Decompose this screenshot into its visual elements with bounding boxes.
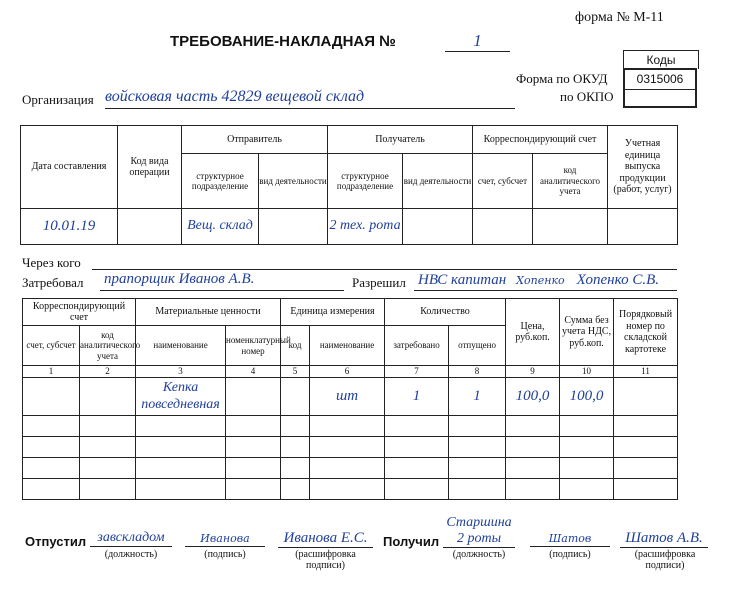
received-name[interactable]: Шатов А.В. bbox=[620, 530, 708, 548]
okpo-value[interactable] bbox=[625, 90, 695, 107]
empty-cell[interactable] bbox=[449, 437, 506, 458]
cell-receiver-struct[interactable]: 2 тех. рота bbox=[328, 209, 403, 245]
caption-decode-1: (расшифровка подписи) bbox=[295, 549, 356, 571]
doc-number[interactable]: 1 bbox=[445, 31, 510, 52]
empty-cell[interactable] bbox=[136, 458, 226, 479]
cell-unit-name[interactable]: шт bbox=[310, 378, 385, 416]
mh-nomenclature: номенклатурный номер bbox=[226, 326, 281, 366]
cell-account[interactable] bbox=[23, 378, 80, 416]
permitted-signature: Хопенко bbox=[516, 274, 565, 287]
header-receiver-struct: структурное подразделение bbox=[328, 154, 403, 209]
col-number: 2 bbox=[80, 366, 136, 378]
empty-cell[interactable] bbox=[281, 479, 310, 500]
header-sender: Отправитель bbox=[182, 126, 328, 154]
empty-cell[interactable] bbox=[614, 437, 678, 458]
col-number: 10 bbox=[560, 366, 614, 378]
released-position[interactable]: завскладом bbox=[90, 530, 172, 547]
through-label: Через кого bbox=[22, 255, 81, 270]
empty-cell[interactable] bbox=[560, 458, 614, 479]
cell-sender-activity[interactable] bbox=[259, 209, 328, 245]
cell-corr-account[interactable] bbox=[473, 209, 533, 245]
top-table bbox=[20, 125, 678, 245]
header-corr-account: счет, субсчет bbox=[473, 154, 533, 209]
cell-sum[interactable]: 100,0 bbox=[560, 378, 614, 416]
empty-cell[interactable] bbox=[506, 479, 560, 500]
empty-cell[interactable] bbox=[506, 416, 560, 437]
empty-cell[interactable] bbox=[281, 437, 310, 458]
col-number: 6 bbox=[310, 366, 385, 378]
empty-cell[interactable] bbox=[310, 458, 385, 479]
empty-cell[interactable] bbox=[136, 437, 226, 458]
table-row bbox=[23, 479, 678, 500]
mh-corr-code: код аналитического учета bbox=[80, 326, 136, 366]
page-title: ТРЕБОВАНИЕ-НАКЛАДНАЯ № bbox=[170, 33, 396, 50]
caption-decode-2: (расшифровка подписи) bbox=[634, 549, 696, 571]
empty-cell[interactable] bbox=[385, 458, 449, 479]
header-unit: Учетная единица выпуска продукции (работ, услуг) bbox=[608, 126, 678, 209]
header-sender-struct: структурное подразделение bbox=[182, 154, 259, 209]
cell-unit-code[interactable] bbox=[281, 378, 310, 416]
empty-cell[interactable] bbox=[80, 437, 136, 458]
table-row bbox=[23, 416, 678, 437]
col-number: 1 bbox=[23, 366, 80, 378]
okpo-label: по ОКПО bbox=[560, 89, 614, 104]
empty-cell[interactable] bbox=[80, 479, 136, 500]
caption-signature-1: (подпись) bbox=[204, 549, 246, 560]
caption-position-1: (должность) bbox=[104, 549, 158, 560]
empty-cell[interactable] bbox=[23, 416, 80, 437]
mh-qty: Количество bbox=[385, 299, 506, 326]
empty-cell[interactable] bbox=[560, 479, 614, 500]
cell-card[interactable] bbox=[614, 378, 678, 416]
header-receiver-activity: вид деятельности bbox=[403, 154, 473, 209]
header-corr-code: код аналитического учета bbox=[533, 154, 608, 209]
cell-op-code[interactable] bbox=[118, 209, 182, 245]
empty-cell[interactable] bbox=[23, 458, 80, 479]
caption-signature-2: (подпись) bbox=[549, 549, 591, 560]
empty-cell[interactable] bbox=[506, 437, 560, 458]
empty-cell[interactable] bbox=[23, 437, 80, 458]
empty-cell[interactable] bbox=[226, 416, 281, 437]
header-op-code: Код вида операции bbox=[118, 126, 182, 209]
released-signature[interactable]: Иванова bbox=[185, 532, 265, 547]
mh-materials: Материальные ценности bbox=[136, 299, 281, 326]
cell-price[interactable]: 100,0 bbox=[506, 378, 560, 416]
received-position[interactable]: Старшина 2 роты bbox=[443, 515, 515, 548]
okud-label: Форма по ОКУД bbox=[516, 71, 608, 86]
cell-code[interactable] bbox=[80, 378, 136, 416]
empty-cell[interactable] bbox=[310, 416, 385, 437]
header-corr: Корреспондирующий счет bbox=[473, 126, 608, 154]
mh-unit-name: наименование bbox=[310, 326, 385, 366]
requested-value[interactable]: прапорщик Иванов А.В. bbox=[100, 271, 344, 291]
caption-position-2: (должность) bbox=[452, 549, 506, 560]
mh-corr: Корреспондирующий счет bbox=[23, 299, 136, 326]
requested-label: Затребовал bbox=[22, 275, 84, 290]
empty-cell[interactable] bbox=[385, 416, 449, 437]
mh-card: Порядковый номер по складской картотеке bbox=[614, 299, 678, 366]
empty-cell[interactable] bbox=[136, 416, 226, 437]
empty-cell[interactable] bbox=[226, 479, 281, 500]
cell-item-name[interactable]: Кепка повседневная bbox=[136, 378, 226, 416]
empty-cell[interactable] bbox=[614, 416, 678, 437]
mh-unit-code: код bbox=[281, 326, 310, 366]
header-date: Дата составления bbox=[21, 126, 118, 209]
empty-cell[interactable] bbox=[614, 458, 678, 479]
table-row bbox=[23, 378, 678, 416]
cell-sender-struct[interactable]: Вещ. склад bbox=[182, 209, 259, 245]
col-number: 3 bbox=[136, 366, 226, 378]
permitted-value: НВС капитан bbox=[418, 272, 507, 288]
released-name[interactable]: Иванова Е.С. bbox=[278, 530, 373, 548]
col-number: 7 bbox=[385, 366, 449, 378]
empty-cell[interactable] bbox=[281, 458, 310, 479]
empty-cell[interactable] bbox=[80, 458, 136, 479]
empty-cell[interactable] bbox=[226, 437, 281, 458]
empty-cell[interactable] bbox=[449, 458, 506, 479]
empty-cell[interactable] bbox=[449, 479, 506, 500]
received-label: Получил bbox=[383, 534, 440, 549]
permitted-name: Хопенко С.В. bbox=[576, 272, 659, 288]
received-signature[interactable]: Шатов bbox=[530, 532, 610, 547]
col-number: 4 bbox=[226, 366, 281, 378]
table-row bbox=[23, 437, 678, 458]
cell-unit[interactable] bbox=[608, 209, 678, 245]
cell-corr-code[interactable] bbox=[533, 209, 608, 245]
form-label: форма № М-11 bbox=[575, 10, 664, 25]
column-numbers-row bbox=[23, 366, 678, 378]
empty-cell[interactable] bbox=[614, 479, 678, 500]
table-row bbox=[23, 458, 678, 479]
cell-released[interactable]: 1 bbox=[449, 378, 506, 416]
organization-label: Организация bbox=[22, 92, 94, 107]
mh-unit: Единица измерения bbox=[281, 299, 385, 326]
empty-cell[interactable] bbox=[226, 458, 281, 479]
col-number: 11 bbox=[614, 366, 678, 378]
empty-cell[interactable] bbox=[560, 437, 614, 458]
mh-name: наименование bbox=[136, 326, 226, 366]
mh-sum: Сумма без учета НДС, руб.коп. bbox=[560, 299, 614, 366]
okud-value[interactable]: 0315006 bbox=[625, 70, 695, 90]
organization-value[interactable]: войсковая часть 42829 вещевой склад bbox=[105, 88, 515, 109]
cell-nomenclature[interactable] bbox=[226, 378, 281, 416]
empty-cell[interactable] bbox=[310, 479, 385, 500]
col-number: 8 bbox=[449, 366, 506, 378]
empty-cell[interactable] bbox=[449, 416, 506, 437]
col-number: 5 bbox=[281, 366, 310, 378]
col-number: 9 bbox=[506, 366, 560, 378]
empty-cell[interactable] bbox=[385, 479, 449, 500]
permitted-label: Разрешил bbox=[352, 275, 406, 290]
mh-requested: затребовано bbox=[385, 326, 449, 366]
permitted-line[interactable] bbox=[414, 271, 677, 291]
mh-released: отпущено bbox=[449, 326, 506, 366]
header-sender-activity: вид деятельности bbox=[259, 154, 328, 209]
codes-box bbox=[623, 68, 697, 108]
through-value[interactable] bbox=[92, 254, 677, 270]
empty-cell[interactable] bbox=[385, 437, 449, 458]
cell-requested[interactable]: 1 bbox=[385, 378, 449, 416]
mh-price: Цена, руб.коп. bbox=[506, 299, 560, 366]
empty-cell[interactable] bbox=[310, 437, 385, 458]
empty-cell[interactable] bbox=[560, 416, 614, 437]
empty-cell[interactable] bbox=[281, 416, 310, 437]
cell-receiver-activity[interactable] bbox=[403, 209, 473, 245]
mh-corr-account: счет, субсчет bbox=[23, 326, 80, 366]
main-table bbox=[22, 298, 678, 500]
cell-date[interactable]: 10.01.19 bbox=[21, 209, 118, 245]
empty-cell[interactable] bbox=[23, 479, 80, 500]
header-receiver: Получатель bbox=[328, 126, 473, 154]
empty-cell[interactable] bbox=[80, 416, 136, 437]
empty-cell[interactable] bbox=[506, 458, 560, 479]
codes-header: Коды bbox=[623, 50, 699, 69]
empty-cell[interactable] bbox=[136, 479, 226, 500]
released-label: Отпустил bbox=[25, 534, 87, 549]
